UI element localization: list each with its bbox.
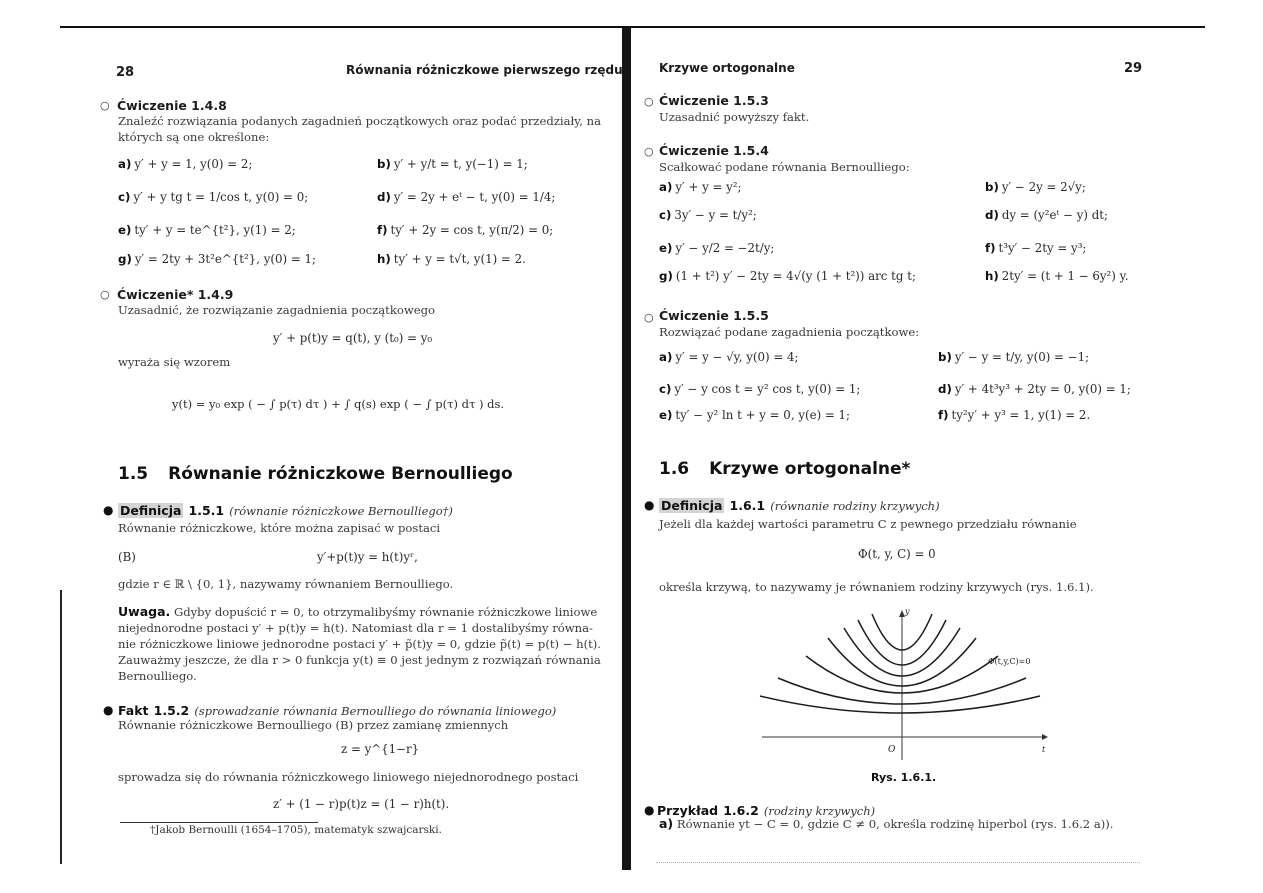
bottom-dotted-rule bbox=[656, 862, 1140, 863]
bernoulli-equation: y′+p(t)y = h(t)yʳ, bbox=[317, 550, 418, 564]
fact-text: sprowadza się do równania różniczkowego liniowego niejednorodnego postaci bbox=[118, 770, 579, 784]
curve-family-label: Φ(t,y,C)=0 bbox=[988, 657, 1031, 666]
exercise-text: wyraża się wzorem bbox=[118, 355, 231, 369]
exercise-item-a: a) y′ + y = y²; bbox=[659, 180, 742, 194]
linear-equation: z′ + (1 − r)p(t)z = (1 − r)h(t). bbox=[273, 797, 450, 811]
y-axis-label: y bbox=[905, 607, 910, 616]
exercise-item-a: a) y′ = y − √y, y(0) = 4; bbox=[659, 350, 799, 364]
exercise-item-e: e) ty′ + y = te^{t²}, y(1) = 2; bbox=[118, 223, 296, 237]
solution-formula: y(t) = y₀ exp ( − ∫ p(τ) dτ ) + ∫ q(s) exp ( − ∫ p(τ) dτ ) ds. bbox=[172, 397, 505, 411]
remark-line: nie różniczkowe liniowe jednorodne postaci y′ + p̃(t)y = 0, gdzie p̃(t) = p(t) − h(t). bbox=[118, 637, 601, 651]
example-item-a: a) Równanie yt − C = 0, gdzie C ≠ 0, określa rodzinę hiperbol (rys. 1.6.2 a)). bbox=[659, 816, 1114, 831]
left-margin-rule bbox=[60, 590, 62, 864]
exercise-item-e: e) y′ − y/2 = −2t/y; bbox=[659, 241, 775, 255]
exercise-title: Ćwiczenie 1.4.8 bbox=[117, 98, 227, 113]
exercise-item-d: d) dy = (y²eᵗ − y) dt; bbox=[985, 208, 1108, 222]
definition-text: Jeżeli dla każdej wartości parametru C z pewnego przedziału równanie bbox=[659, 517, 1077, 531]
remark-line: Zauważmy jeszcze, że dla r > 0 funkcja y(t) ≡ 0 jest jednym z rozwiązań równania bbox=[118, 653, 601, 667]
exercise-item-h: h) ty′ + y = t√t, y(1) = 2. bbox=[377, 252, 526, 266]
definition-text: Równanie różniczkowe, które można zapisać w postaci bbox=[118, 521, 441, 535]
bullet-icon: ● bbox=[103, 503, 114, 517]
exercise-text: Uzasadnić, że rozwiązanie zagadnienia początkowego bbox=[118, 303, 436, 317]
exercise-item-f: f) ty′ + 2y = cos t, y(π/2) = 0; bbox=[377, 223, 554, 237]
bullet-icon: ● bbox=[644, 803, 655, 817]
family-equation: Φ(t, y, C) = 0 bbox=[858, 547, 936, 561]
section-heading: 1.6 Krzywe ortogonalne* bbox=[659, 459, 911, 479]
exercise-title: Ćwiczenie 1.5.4 bbox=[659, 143, 769, 158]
fact-heading: Fakt 1.5.2 (sprowadzanie równania Bernoulliego do równania liniowego) bbox=[118, 703, 557, 718]
curve-family-figure bbox=[740, 600, 1070, 765]
exercise-item-b: b) y′ − y = t/y, y(0) = −1; bbox=[938, 350, 1090, 364]
page-number-right: 29 bbox=[1124, 61, 1143, 76]
exercise-item-g: g) y′ = 2ty + 3t²e^{t²}, y(0) = 1; bbox=[118, 252, 316, 266]
definition-text: określa krzywą, to nazywamy je równaniem rodziny krzywych (rys. 1.6.1). bbox=[659, 580, 1094, 594]
exercise-item-c: c) y′ − y cos t = y² cos t, y(0) = 1; bbox=[659, 382, 861, 396]
page-number-left: 28 bbox=[116, 65, 135, 80]
top-rule bbox=[60, 26, 1205, 28]
exercise-text: Rozwiązać podane zagadnienia początkowe: bbox=[659, 325, 920, 339]
exercise-circle-icon: ○ bbox=[644, 95, 654, 108]
bullet-icon: ● bbox=[644, 498, 655, 512]
exercise-text: Znaleźć rozwiązania podanych zagadnień początkowych oraz podać przedziały, na bbox=[118, 114, 602, 128]
exercise-circle-icon: ○ bbox=[644, 311, 654, 324]
initial-value-equation: y′ + p(t)y = q(t), y (t₀) = y₀ bbox=[273, 331, 433, 345]
remark-line: Bernoulliego. bbox=[118, 669, 197, 683]
exercise-item-f: f) ty²y′ + y³ = 1, y(1) = 2. bbox=[938, 408, 1091, 422]
exercise-title: Ćwiczenie* 1.4.9 bbox=[117, 287, 234, 302]
exercise-title: Ćwiczenie 1.5.5 bbox=[659, 308, 769, 323]
substitution-equation: z = y^{1−r} bbox=[341, 742, 420, 756]
bullet-icon: ● bbox=[103, 703, 114, 717]
example-heading: Przykład 1.6.2 (rodziny krzywych) bbox=[657, 803, 876, 818]
book-spine bbox=[622, 28, 631, 870]
running-head-left: Równania różniczkowe pierwszego rzędu bbox=[346, 63, 623, 77]
running-head-right: Krzywe ortogonalne bbox=[659, 61, 795, 75]
footnote-rule bbox=[120, 822, 318, 823]
exercise-circle-icon: ○ bbox=[100, 288, 110, 301]
exercise-item-b: b) y′ − 2y = 2√y; bbox=[985, 180, 1086, 194]
exercise-text: których są one określone: bbox=[118, 130, 270, 144]
footnote: †Jakob Bernoulli (1654–1705), matematyk szwajcarski. bbox=[150, 824, 442, 836]
exercise-item-c: c) 3y′ − y = t/y²; bbox=[659, 208, 757, 222]
exercise-item-e: e) ty′ − y² ln t + y = 0, y(e) = 1; bbox=[659, 408, 851, 422]
exercise-text: Uzasadnić powyższy fakt. bbox=[659, 110, 810, 124]
definition-heading: Definicja 1.6.1 (równanie rodziny krzywych) bbox=[661, 498, 940, 513]
equation-tag: (B) bbox=[118, 550, 136, 564]
section-heading: 1.5 Równanie różniczkowe Bernoulliego bbox=[118, 464, 513, 484]
exercise-item-g: g) (1 + t²) y′ − 2ty = 4√(y (1 + t²)) arc tg t; bbox=[659, 269, 916, 283]
exercise-title: Ćwiczenie 1.5.3 bbox=[659, 93, 769, 108]
t-axis-label: t bbox=[1042, 745, 1046, 754]
exercise-item-b: b) y′ + y/t = t, y(−1) = 1; bbox=[377, 157, 528, 171]
t-axis-arrow-icon bbox=[1042, 734, 1048, 740]
figure-caption: Rys. 1.6.1. bbox=[871, 771, 937, 784]
exercise-circle-icon: ○ bbox=[644, 145, 654, 158]
fact-text: Równanie różniczkowe Bernoulliego (B) przez zamianę zmiennych bbox=[118, 718, 509, 732]
exercise-item-h: h) 2ty′ = (t + 1 − 6y²) y. bbox=[985, 269, 1129, 283]
definition-text: gdzie r ∈ ℝ \ {0, 1}, nazywamy równaniem Bernoulliego. bbox=[118, 577, 454, 591]
exercise-item-d: d) y′ = 2y + eᵗ − t, y(0) = 1/4; bbox=[377, 190, 556, 204]
exercise-item-f: f) t³y′ − 2ty = y³; bbox=[985, 241, 1087, 255]
exercise-text: Scałkować podane równania Bernoulliego: bbox=[659, 160, 910, 174]
remark-line: niejednorodne postaci y′ + p(t)y = h(t). Natomiast dla r = 1 dostalibyśmy równa- bbox=[118, 621, 593, 635]
remark-line: Uwaga. Gdyby dopuścić r = 0, to otrzymalibyśmy równanie różniczkowe liniowe bbox=[118, 604, 598, 619]
exercise-item-c: c) y′ + y tg t = 1/cos t, y(0) = 0; bbox=[118, 190, 309, 204]
origin-label: O bbox=[888, 745, 896, 755]
definition-heading: Definicja 1.5.1 (równanie różniczkowe Bernoulliego†) bbox=[120, 503, 453, 518]
exercise-item-a: a) y′ + y = 1, y(0) = 2; bbox=[118, 157, 253, 171]
exercise-circle-icon: ○ bbox=[100, 99, 110, 112]
exercise-item-d: d) y′ + 4t³y³ + 2ty = 0, y(0) = 1; bbox=[938, 382, 1131, 396]
